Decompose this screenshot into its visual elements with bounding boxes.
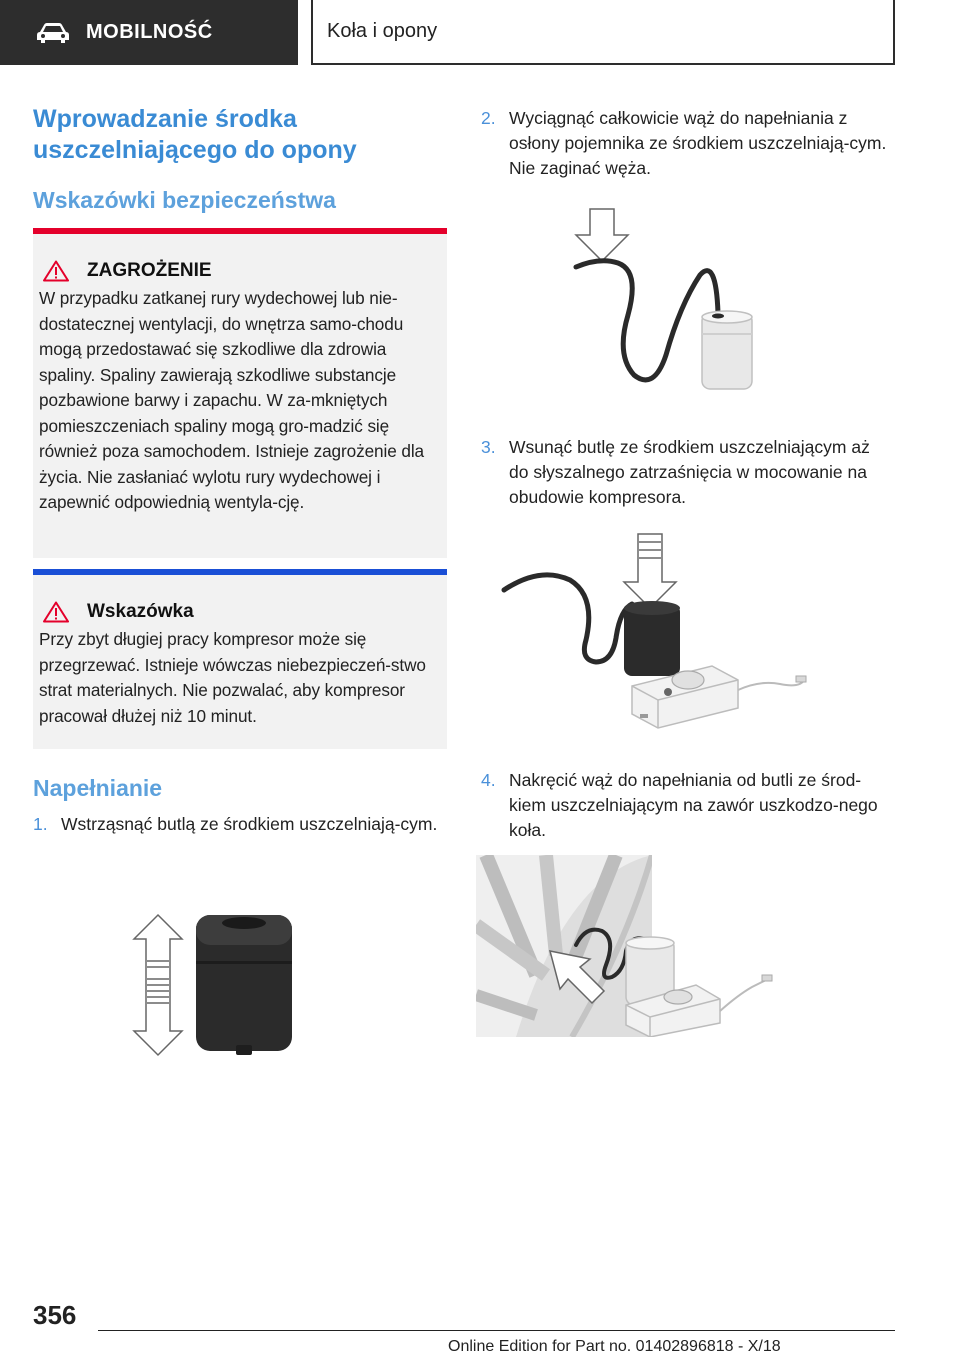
step-number: 2. bbox=[481, 108, 496, 128]
footer-divider bbox=[98, 1330, 895, 1331]
danger-text: W przypadku zatkanej rury wydechowej lub nie-dostatecznej wentylacji, do wnętrza samo-chodu mogą przedostawać się szkodliwe dla zdrowia spaliny. Spaliny zawierają szkodliwe substancje pozbawione barwy i zapachu. W za-mkniętych pomieszczeniach spaliny mogą gro-madzić się również poza samochodem. Istnieje zagrożenie dla życia. Nie zasłaniać wylotu rury wydechowej i zapewnić odpowiednią wentyla-cję. bbox=[39, 288, 424, 512]
step-text: Nakręcić wąż do napełniania od butli ze środ-kiem uszczelniającym na zawór uszkodzo-nego koła. bbox=[509, 770, 878, 840]
shake-arrow-icon bbox=[134, 915, 182, 1055]
power-cable-icon bbox=[720, 979, 768, 1011]
step-text: Wyciągnąć całkowicie wąż do napełniania z osłony pojemnika ze środkiem uszczelniają-cym. Nie zaginać węża. bbox=[509, 108, 887, 178]
hose-icon bbox=[504, 575, 632, 662]
filling-heading: Napełnianie bbox=[33, 775, 163, 801]
sealant-bottle-icon bbox=[702, 311, 752, 389]
chapter-title: Koła i opony bbox=[311, 0, 895, 65]
step-number: 4. bbox=[481, 770, 496, 790]
warning-triangle-icon bbox=[43, 601, 69, 623]
note-title-row bbox=[43, 601, 441, 623]
step-1 bbox=[33, 812, 443, 837]
step-text: Wstrząsnąć butlą ze środkiem uszczelniają-cym. bbox=[61, 814, 438, 834]
step-2 bbox=[481, 106, 893, 181]
note-title: Wskazówka bbox=[87, 601, 194, 622]
danger-box bbox=[33, 228, 447, 558]
sealant-bottle-icon bbox=[196, 915, 292, 1055]
note-box bbox=[33, 569, 447, 749]
down-arrow-icon bbox=[624, 534, 676, 608]
page-heading: Wprowadzanie środka uszczelniającego do opony bbox=[33, 105, 357, 164]
note-text: Przy zbyt długiej pracy kompresor może się przegrzewać. Istnieje wówczas niebezpieczeń-stwo strat materialnych. Nie pozwalać, aby kompresor pracował dłużej niż 10 minut. bbox=[39, 629, 426, 726]
danger-title-row bbox=[43, 260, 441, 282]
step-text: Wsunąć butlę ze środkiem uszczelniającym aż do słyszalnego zatrzaśnięcia w mocowanie na obudowie kompresora. bbox=[509, 437, 870, 507]
hose-icon bbox=[576, 261, 718, 380]
step-number: 3. bbox=[481, 437, 496, 457]
safety-subheading: Wskazówki bezpieczeństwa bbox=[33, 187, 336, 213]
page-number: 356 bbox=[33, 1300, 77, 1330]
power-cable-icon bbox=[738, 680, 804, 690]
sealant-bottle-icon bbox=[624, 601, 680, 676]
wheel-valve-figure bbox=[476, 855, 776, 1037]
hose-extend-figure bbox=[570, 205, 770, 395]
step-4 bbox=[481, 768, 893, 843]
section-title: MOBILNOŚĆ bbox=[86, 21, 213, 43]
section-tab[interactable] bbox=[0, 0, 298, 65]
car-icon bbox=[36, 22, 70, 44]
shake-bottle-figure bbox=[130, 905, 305, 1065]
warning-triangle-icon bbox=[43, 260, 69, 282]
down-arrow-icon bbox=[576, 209, 628, 261]
bottle-insert-figure bbox=[500, 530, 810, 745]
danger-title: ZAGROŻENIE bbox=[87, 260, 212, 281]
step-3 bbox=[481, 435, 893, 510]
footer-edition: Online Edition for Part no. 01402896818 - X/18 bbox=[448, 1338, 781, 1355]
step-number: 1. bbox=[33, 814, 48, 834]
